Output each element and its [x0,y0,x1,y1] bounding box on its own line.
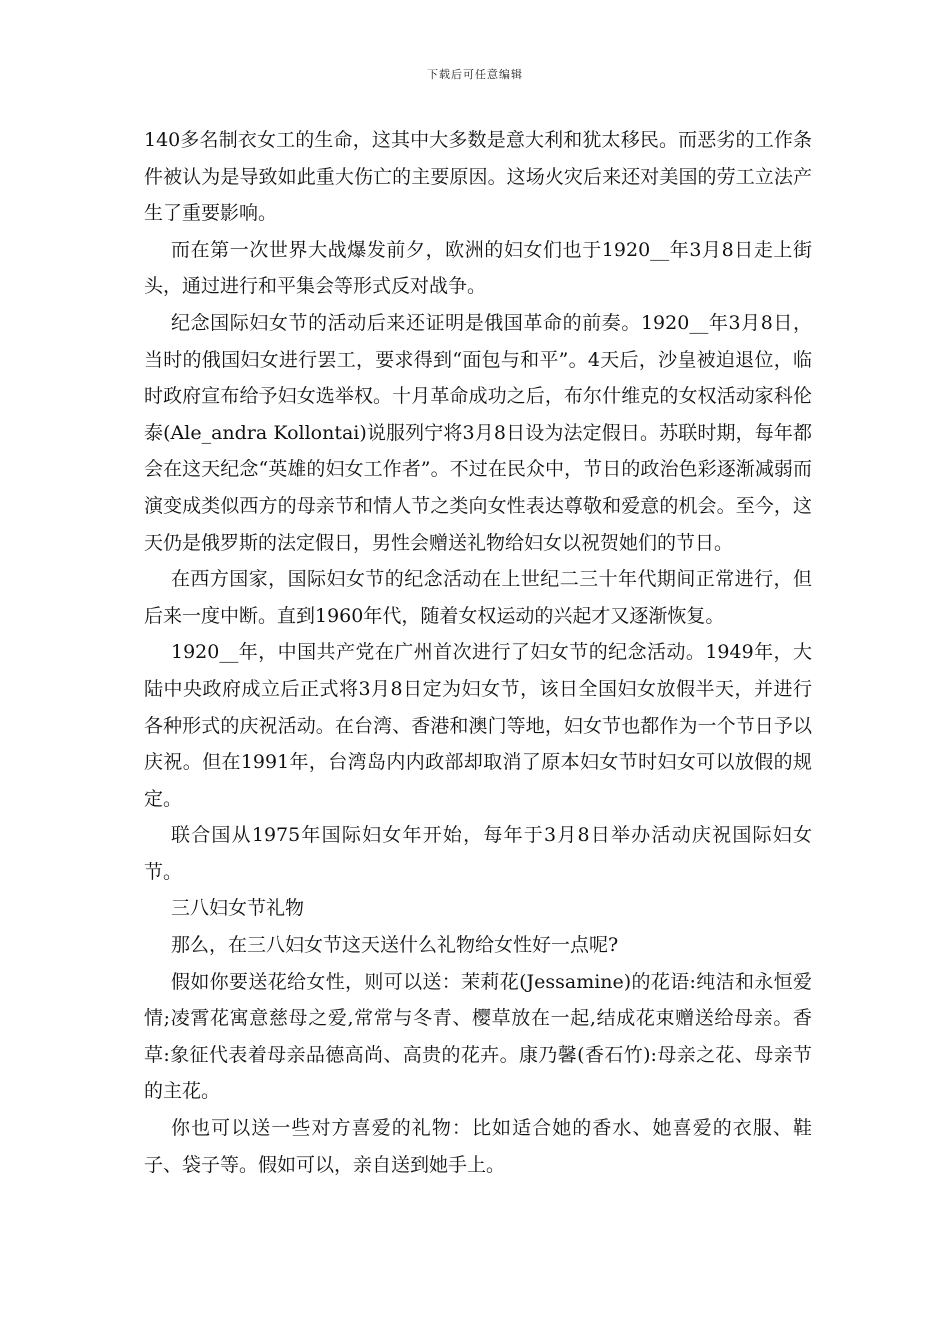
paragraph-other-gifts: 你也可以送一些对方喜爱的礼物：比如适合她的香水、她喜爱的衣服、鞋子、袋子等。假如可以，亲自送到她手上。 [144,1117,812,1176]
page-header: 下载后可任意编辑 [427,68,523,81]
section-heading-gifts: 三八妇女节礼物 [171,897,305,920]
paragraph-fire-consequences: 140多名制衣女工的生命，这其中大多数是意大利和犹太移民。而恶劣的工作条件被认为是导致如此重大伤亡的主要原因。这场火灾后来还对美国的劳工立法产生了重要影响。 [144,129,812,225]
paragraph-flower-gifts: 假如你要送花给女性，则可以送：茉莉花(Jessamine)的花语:纯洁和永恒爱情;凌霄花寓意慈母之爱,常常与冬青、樱草放在一起,结成花束赠送给母亲。香草:象征代表着母亲品德高尚、高贵的花卉。康乃馨(香石竹):母亲之花、母亲节的主花。 [144,970,812,1103]
paragraph-western-countries: 在西方国家，国际妇女节的纪念活动在上世纪二三十年代期间正常进行，但后来一度中断。直到1960年代，随着女权运动的兴起才又逐渐恢复。 [144,568,812,627]
paragraph-europe-peace-rally: 而在第一次世界大战爆发前夕，欧洲的妇女们也于1920__年3月8日走上街头，通过进行和平集会等形式反对战争。 [144,238,812,298]
document-body [144,122,812,1183]
paragraph-china: 1920__年，中国共产党在广州首次进行了妇女节的纪念活动。1949年，大陆中央政府成立后正式将3月8日定为妇女节，该日全国妇女放假半天，并进行各种形式的庆祝活动。在台湾、香港和澳门等地，妇女节也都作为一个节日予以庆祝。但在1991年，台湾岛内内政部却取消了原本妇女节时妇女可以放假的规定。 [144,641,812,810]
paragraph-russian-revolution: 纪念国际妇女节的活动后来还证明是俄国革命的前奏。1920__年3月8日，当时的俄国妇女进行罢工，要求得到“面包与和平”。4天后，沙皇被迫退位，临时政府宣布给予妇女选举权。十月革命成功之后，布尔什维克的女权活动家科伦泰(Ale_andra Kollontai)说服列宁将3月8日设为法定假日。苏联时期，每年都会在这天纪念“英雄的妇女工作者”。不过在民众中，节日的政治色彩逐渐减弱而演变成类似西方的母亲节和情人节之类向女性表达尊敬和爱意的机会。至今，这天仍是俄罗斯的法定假日，男性会赠送礼物给妇女以祝贺她们的节日。 [144,311,812,554]
paragraph-gift-question: 那么，在三八妇女节这天送什么礼物给女性好一点呢? [171,934,619,957]
paragraph-united-nations: 联合国从1975年国际妇女年开始，每年于3月8日举办活动庆祝国际妇女节。 [144,824,812,883]
